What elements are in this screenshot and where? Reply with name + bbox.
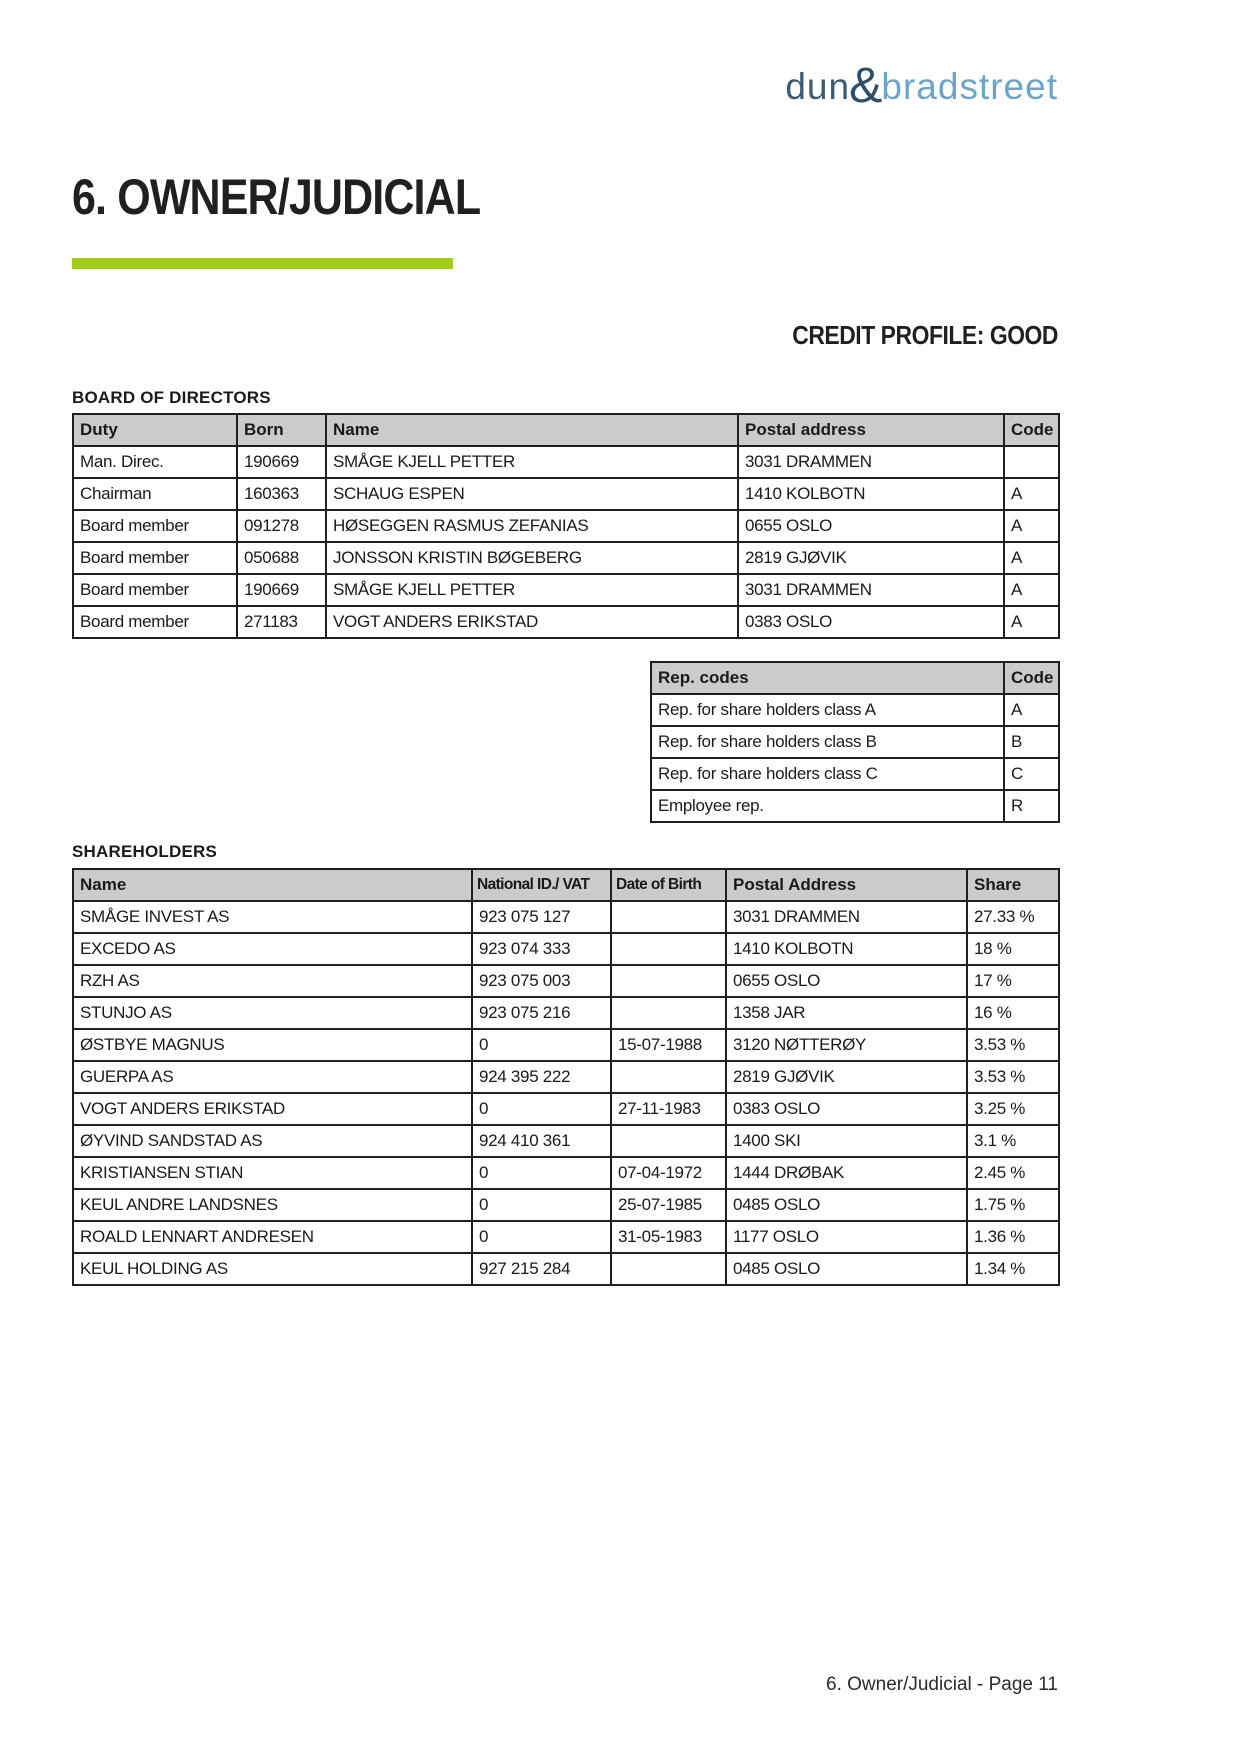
table-row xyxy=(73,933,1059,965)
shareholder-name-cell: ØYVIND SANDSTAD AS xyxy=(73,1125,472,1157)
dun-and-bradstreet-logo: dun & bradstreet xyxy=(785,57,1058,113)
shareholders-header-postal-address: Postal Address xyxy=(726,869,967,901)
born-cell: 160363 xyxy=(237,478,326,510)
national-id-cell: 0 xyxy=(472,1093,611,1125)
date-of-birth-cell xyxy=(611,997,726,1029)
share-cell: 16 % xyxy=(967,997,1059,1029)
shareholders-header-national-id: National ID./ VAT xyxy=(472,869,611,901)
table-row xyxy=(73,1253,1059,1285)
table-row xyxy=(73,510,1059,542)
born-cell: 190669 xyxy=(237,574,326,606)
table-row xyxy=(73,1189,1059,1221)
table-row xyxy=(73,1157,1059,1189)
rep-code-cell: C xyxy=(1004,758,1059,790)
name-cell: VOGT ANDERS ERIKSTAD xyxy=(326,606,738,638)
shareholder-name-cell: RZH AS xyxy=(73,965,472,997)
date-of-birth-cell xyxy=(611,933,726,965)
duty-cell: Board member xyxy=(73,606,237,638)
share-cell: 1.36 % xyxy=(967,1221,1059,1253)
shareholders-header-share: Share xyxy=(967,869,1059,901)
page-footer: 6. Owner/Judicial - Page 11 xyxy=(826,1674,1058,1695)
postal-address-cell: 2819 GJØVIK xyxy=(726,1061,967,1093)
board-header-row xyxy=(73,414,1059,446)
share-cell: 1.75 % xyxy=(967,1189,1059,1221)
code-cell: A xyxy=(1004,510,1059,542)
shareholder-name-cell: GUERPA AS xyxy=(73,1061,472,1093)
shareholder-name-cell: KRISTIANSEN STIAN xyxy=(73,1157,472,1189)
rep-codes-header-row xyxy=(651,662,1059,694)
postal-address-cell: 0655 OSLO xyxy=(738,510,1004,542)
date-of-birth-cell: 31-05-1983 xyxy=(611,1221,726,1253)
table-row xyxy=(651,694,1059,726)
national-id-cell: 0 xyxy=(472,1221,611,1253)
share-cell: 3.1 % xyxy=(967,1125,1059,1157)
table-row xyxy=(73,446,1059,478)
national-id-cell: 923 074 333 xyxy=(472,933,611,965)
postal-address-cell: 1177 OSLO xyxy=(726,1221,967,1253)
code-cell: A xyxy=(1004,606,1059,638)
share-cell: 3.25 % xyxy=(967,1093,1059,1125)
national-id-cell: 0 xyxy=(472,1029,611,1061)
board-of-directors-table xyxy=(72,413,1060,639)
duty-cell: Board member xyxy=(73,510,237,542)
shareholder-name-cell: ØSTBYE MAGNUS xyxy=(73,1029,472,1061)
logo-word-dun: dun xyxy=(785,66,851,107)
board-header-name: Name xyxy=(326,414,738,446)
date-of-birth-cell xyxy=(611,901,726,933)
code-cell: A xyxy=(1004,574,1059,606)
postal-address-cell: 1410 KOLBOTN xyxy=(738,478,1004,510)
date-of-birth-cell: 07-04-1972 xyxy=(611,1157,726,1189)
born-cell: 190669 xyxy=(237,446,326,478)
share-cell: 17 % xyxy=(967,965,1059,997)
code-cell xyxy=(1004,446,1059,478)
board-header-duty: Duty xyxy=(73,414,237,446)
page-title: 6. OWNER/JUDICIAL xyxy=(72,169,481,225)
board-header-code: Code xyxy=(1004,414,1059,446)
date-of-birth-cell xyxy=(611,1125,726,1157)
date-of-birth-cell xyxy=(611,1253,726,1285)
table-row xyxy=(73,542,1059,574)
table-row xyxy=(73,901,1059,933)
table-row xyxy=(651,726,1059,758)
postal-address-cell: 3031 DRAMMEN xyxy=(738,446,1004,478)
share-cell: 2.45 % xyxy=(967,1157,1059,1189)
rep-code-cell: A xyxy=(1004,694,1059,726)
national-id-cell: 924 410 361 xyxy=(472,1125,611,1157)
code-cell: A xyxy=(1004,542,1059,574)
share-cell: 3.53 % xyxy=(967,1061,1059,1093)
born-cell: 050688 xyxy=(237,542,326,574)
table-row xyxy=(73,997,1059,1029)
board-of-directors-heading: BOARD OF DIRECTORS xyxy=(72,388,271,407)
shareholder-name-cell: STUNJO AS xyxy=(73,997,472,1029)
name-cell: SMÅGE KJELL PETTER xyxy=(326,574,738,606)
table-row xyxy=(73,1093,1059,1125)
share-cell: 27.33 % xyxy=(967,901,1059,933)
postal-address-cell: 0485 OSLO xyxy=(726,1253,967,1285)
title-accent-rule xyxy=(72,258,453,269)
name-cell: SCHAUG ESPEN xyxy=(326,478,738,510)
postal-address-cell: 0383 OSLO xyxy=(738,606,1004,638)
rep-code-cell: R xyxy=(1004,790,1059,822)
postal-address-cell: 2819 GJØVIK xyxy=(738,542,1004,574)
name-cell: SMÅGE KJELL PETTER xyxy=(326,446,738,478)
logo-word-bradstreet: bradstreet xyxy=(881,66,1058,107)
duty-cell: Board member xyxy=(73,542,237,574)
national-id-cell: 923 075 127 xyxy=(472,901,611,933)
table-row xyxy=(73,1061,1059,1093)
shareholders-header-name: Name xyxy=(73,869,472,901)
table-row xyxy=(73,574,1059,606)
shareholder-name-cell: KEUL HOLDING AS xyxy=(73,1253,472,1285)
postal-address-cell: 1400 SKI xyxy=(726,1125,967,1157)
rep-codes-table xyxy=(650,661,1060,823)
share-cell: 3.53 % xyxy=(967,1029,1059,1061)
table-row xyxy=(73,1029,1059,1061)
shareholders-table xyxy=(72,868,1060,1286)
postal-address-cell: 0383 OSLO xyxy=(726,1093,967,1125)
postal-address-cell: 3120 NØTTERØY xyxy=(726,1029,967,1061)
postal-address-cell: 1444 DRØBAK xyxy=(726,1157,967,1189)
duty-cell: Man. Direc. xyxy=(73,446,237,478)
table-row xyxy=(73,1221,1059,1253)
shareholder-name-cell: ROALD LENNART ANDRESEN xyxy=(73,1221,472,1253)
date-of-birth-cell: 25-07-1985 xyxy=(611,1189,726,1221)
rep-code-description-cell: Rep. for share holders class B xyxy=(651,726,1004,758)
table-row xyxy=(73,478,1059,510)
postal-address-cell: 0655 OSLO xyxy=(726,965,967,997)
shareholders-header-row xyxy=(73,869,1059,901)
rep-codes-header-code: Code xyxy=(1004,662,1059,694)
national-id-cell: 923 075 003 xyxy=(472,965,611,997)
national-id-cell: 0 xyxy=(472,1157,611,1189)
credit-profile-label: CREDIT PROFILE: GOOD xyxy=(792,320,1058,350)
shareholders-heading: SHAREHOLDERS xyxy=(72,842,218,861)
name-cell: JONSSON KRISTIN BØGEBERG xyxy=(326,542,738,574)
postal-address-cell: 1358 JAR xyxy=(726,997,967,1029)
born-cell: 091278 xyxy=(237,510,326,542)
date-of-birth-cell: 27-11-1983 xyxy=(611,1093,726,1125)
board-header-born: Born xyxy=(237,414,326,446)
rep-code-description-cell: Rep. for share holders class C xyxy=(651,758,1004,790)
shareholders-header-date-of-birth: Date of Birth xyxy=(611,869,726,901)
rep-code-description-cell: Employee rep. xyxy=(651,790,1004,822)
board-header-postal-address: Postal address xyxy=(738,414,1004,446)
shareholder-name-cell: KEUL ANDRE LANDSNES xyxy=(73,1189,472,1221)
rep-code-cell: B xyxy=(1004,726,1059,758)
table-row xyxy=(73,606,1059,638)
shareholder-name-cell: SMÅGE INVEST AS xyxy=(73,901,472,933)
postal-address-cell: 3031 DRAMMEN xyxy=(738,574,1004,606)
share-cell: 1.34 % xyxy=(967,1253,1059,1285)
name-cell: HØSEGGEN RASMUS ZEFANIAS xyxy=(326,510,738,542)
national-id-cell: 923 075 216 xyxy=(472,997,611,1029)
shareholder-name-cell: EXCEDO AS xyxy=(73,933,472,965)
code-cell: A xyxy=(1004,478,1059,510)
date-of-birth-cell xyxy=(611,1061,726,1093)
table-row xyxy=(651,790,1059,822)
born-cell: 271183 xyxy=(237,606,326,638)
shareholder-name-cell: VOGT ANDERS ERIKSTAD xyxy=(73,1093,472,1125)
share-cell: 18 % xyxy=(967,933,1059,965)
duty-cell: Board member xyxy=(73,574,237,606)
table-row xyxy=(73,1125,1059,1157)
national-id-cell: 927 215 284 xyxy=(472,1253,611,1285)
date-of-birth-cell: 15-07-1988 xyxy=(611,1029,726,1061)
table-row xyxy=(651,758,1059,790)
rep-code-description-cell: Rep. for share holders class A xyxy=(651,694,1004,726)
postal-address-cell: 3031 DRAMMEN xyxy=(726,901,967,933)
duty-cell: Chairman xyxy=(73,478,237,510)
date-of-birth-cell xyxy=(611,965,726,997)
national-id-cell: 0 xyxy=(472,1189,611,1221)
table-row xyxy=(73,965,1059,997)
rep-codes-header-label: Rep. codes xyxy=(651,662,1004,694)
national-id-cell: 924 395 222 xyxy=(472,1061,611,1093)
postal-address-cell: 0485 OSLO xyxy=(726,1189,967,1221)
postal-address-cell: 1410 KOLBOTN xyxy=(726,933,967,965)
